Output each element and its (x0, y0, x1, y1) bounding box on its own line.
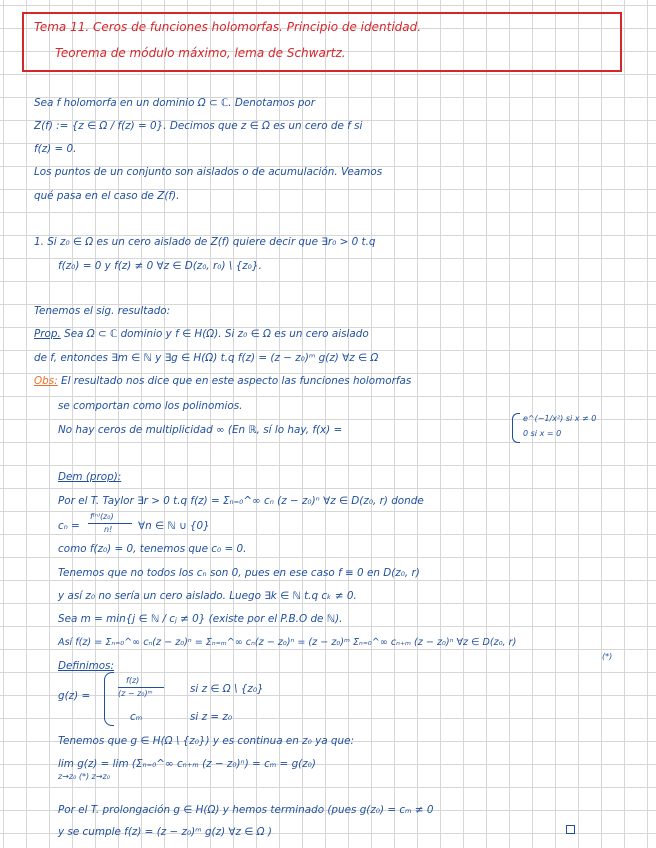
proof-cn-num: f⁽ⁿ⁾(z₀) (90, 512, 114, 521)
obs-text-1: El resultado nos dice que en este aspecto las funciones holomorfas (57, 375, 412, 387)
piece-2: 0 si x = 0 (523, 429, 562, 438)
obs-line-2: se comportan como los polinomios. (58, 400, 243, 412)
obs-line-1 (34, 375, 411, 387)
prop-text-1: Sea Ω ⊂ ℂ dominio y f ∈ H(Ω). Si z₀ ∈ Ω es un cero aislado (60, 328, 369, 340)
proof-line-7: Así f(z) = Σₙ₌₀^∞ cₙ(z − z₀)ⁿ = Σₙ₌ₘ^∞ cₙ(z − z₀)ⁿ = (z − z₀)ᵐ Σₙ₌₀^∞ cₙ₊ₘ (z − z₀)ⁿ ∀z ∈ D(z₀, r) (58, 637, 517, 648)
g-den: (z − z₀)ᵐ (118, 689, 153, 698)
g-case-1: si z ∈ Ω \ {z₀} (190, 683, 264, 695)
prop-line-2: de f, entonces ∃m ∈ ℕ y ∃g ∈ H(Ω) t.q f(z) = (z − z₀)ᵐ g(z) ∀z ∈ Ω (34, 352, 379, 364)
g-num: f(z) (126, 676, 140, 685)
proof-line-4: Tenemos que no todos los cₙ son 0, pues en ese caso f ≡ 0 en D(z₀, r) (58, 567, 420, 579)
result-intro: Tenemos el sig. resultado: (34, 305, 171, 317)
title-line-2: Teorema de módulo máximo, lema de Schwartz. (55, 46, 346, 60)
case1-line-2: f(z₀) = 0 y f(z) ≠ 0 ∀z ∈ D(z₀, r₀) \ {z₀}. (58, 260, 262, 272)
g-case-2: si z = z₀ (190, 711, 232, 723)
proof-line-8: Tenemos que g ∈ H(Ω \ {z₀}) y es continua en z₀ ya que: (58, 735, 354, 747)
intro-line-3: f(z) = 0. (34, 143, 77, 155)
intro-line-4: Los puntos de un conjunto son aislados o de acumulación. Veamos (34, 166, 383, 178)
g-fraction-bar (118, 687, 164, 688)
proof-cn-den: n! (104, 525, 113, 534)
proof-cn-fraction-bar (88, 523, 132, 524)
intro-line-1: Sea f holomorfa en un dominio Ω ⊂ ℂ. Denotamos por (34, 97, 316, 109)
prop-label: Prop. (34, 328, 61, 340)
proof-line-10: Por el T. prolongación g ∈ H(Ω) y hemos terminado (pues g(z₀) = cₘ ≠ 0 (58, 804, 434, 816)
proof-line-9-sub: z→z₀ (*) z→z₀ (58, 772, 110, 781)
g-brace (104, 672, 114, 726)
obs-label: Obs: (34, 375, 58, 387)
proof-define: Definimos: (58, 660, 114, 672)
case1-line-1: 1. Si z₀ ∈ Ω es un cero aislado de Z(f) quiere decir que ∃r₀ > 0 t.q (34, 236, 376, 248)
piece-1: e^(−1/x²) si x ≠ 0 (523, 414, 597, 423)
proof-line-11: y se cumple f(z) = (z − z₀)ᵐ g(z) ∀z ∈ Ω ) (58, 826, 272, 838)
proof-heading: Dem (prop): (58, 471, 122, 483)
qed-square-icon (566, 825, 575, 834)
proof-line-9: lim g(z) = lim (Σₙ₌₀^∞ cₙ₊ₘ (z − z₀)ⁿ) = cₘ = g(z₀) (58, 758, 316, 770)
proof-line-5: y así z₀ no sería un cero aislado. Luego ∃k ∈ ℕ t.q cₖ ≠ 0. (58, 590, 357, 602)
piecewise-brace (512, 413, 520, 443)
proof-cn-rhs: ∀n ∈ ℕ ∪ {0} (138, 520, 210, 532)
intro-line-5: qué pasa en el caso de Z(f). (34, 190, 180, 202)
proof-star-mark: (*) (602, 652, 613, 661)
proof-line-1: Por el T. Taylor ∃r > 0 t.q f(z) = Σₙ₌₀^∞ cₙ (z − z₀)ⁿ ∀z ∈ D(z₀, r) donde (58, 495, 424, 507)
proof-line-3: como f(z₀) = 0, tenemos que c₀ = 0. (58, 543, 247, 555)
g-cm: cₘ (130, 711, 143, 723)
g-lhs: g(z) = (58, 690, 91, 702)
title-line-1: Tema 11. Ceros de funciones holomorfas. Principio de identidad. (34, 20, 422, 34)
proof-line-6: Sea m = min{j ∈ ℕ / cⱼ ≠ 0} (existe por el P.B.O de ℕ). (58, 613, 343, 625)
prop-line-1 (34, 328, 369, 340)
proof-cn-lhs: cₙ = (58, 520, 80, 532)
intro-line-2: Z(f) := {z ∈ Ω / f(z) = 0}. Decimos que z ∈ Ω es un cero de f si (34, 120, 363, 132)
obs-line-3: No hay ceros de multiplicidad ∞ (En ℝ, sí lo hay, f(x) = (58, 424, 343, 436)
